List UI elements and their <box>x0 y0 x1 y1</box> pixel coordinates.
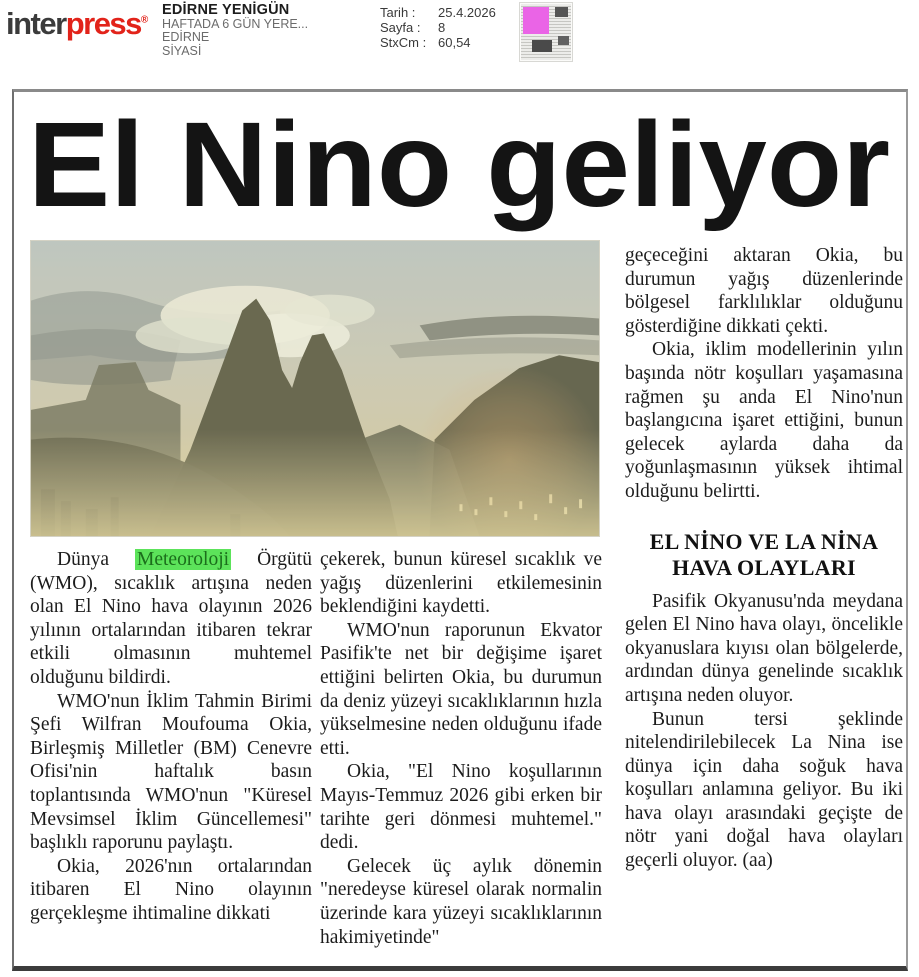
article-paragraph: Pasifik Okyanusu'nda meydana gelen El Nino hava olayı, öncelikle okyanuslara kıyısı olan bölgelerde, ardından dünya genelinde sıcaklık artışına neden oluyor. <box>625 590 903 706</box>
meta-row-stxcm <box>380 35 496 50</box>
logo-inter: inter <box>6 6 66 41</box>
paragraph-text: Örgütü (WMO), sıcaklık artışına neden olan El Nino hava olayının 2026 yılının ortalarından itibaren tekrar etkili olmasının muhtemel olduğunu bildirdi. <box>30 549 312 688</box>
article-box <box>12 89 908 971</box>
meta-label-date: Tarih : <box>380 5 416 20</box>
meta-label-page: Sayfa : <box>380 20 421 35</box>
article-column-3 <box>625 244 903 873</box>
thumbnail-photo-block <box>558 36 569 45</box>
article-paragraph: Okia, "El Nino koşullarının Mayıs-Temmuz 2026 gibi erken bir tarihte geri dönmesi muhtemel." dedi. <box>320 761 602 854</box>
meta-label-stxcm: StxCm : <box>380 35 427 50</box>
article-paragraph: çekerek, bunun küresel sıcaklık ve yağış düzenlerini etkilemesinin beklendiğini kaydetti. <box>320 549 602 618</box>
publication-info <box>162 4 308 58</box>
clipping-header <box>0 0 919 82</box>
meta-value-stxcm: 60,54 <box>438 35 471 50</box>
subheading-line: HAVA OLAYLARI <box>672 554 856 580</box>
publication-name: EDİRNE YENİGÜN <box>162 2 290 18</box>
article-column-2 <box>320 548 602 949</box>
thumbnail-article-marker <box>523 7 549 34</box>
article-photo <box>30 240 600 537</box>
interpress-logo <box>6 8 148 39</box>
headline-svg <box>28 98 894 232</box>
article-paragraph: WMO'nun raporunun Ekvator Pasifik'te net bir değişime işaret ettiğini belirten Okia, bu durumun da deniz yüzeyi sıcaklıklarının hızla yükselmesine neden olduğunu ifade etti. <box>320 619 602 759</box>
article-paragraph: WMO'nun İklim Tahmin Birimi Şefi Wilfran Moufouma Okia, Birleşmiş Milletler (BM) Cenevre Ofisi'nin haftalık basın toplantısında WMO'nun "Küresel Mevsimsel İklim Güncellemesi" başlıklı raporunu paylaştı. <box>30 690 312 854</box>
headline-text: El Nino geliyor <box>28 98 890 232</box>
publication-city: EDİRNE <box>162 30 210 44</box>
mountain-sunset-illustration <box>31 241 599 536</box>
meta-value-date: 25.4.2026 <box>438 5 496 20</box>
registered-mark: ® <box>140 14 149 26</box>
meta-row-date <box>380 5 496 20</box>
logo-press: press <box>65 6 141 41</box>
publication-frequency: HAFTADA 6 GÜN YERE... <box>162 16 309 31</box>
article-paragraph: Bunun tersi şeklinde nitelendirilebilecek La Nina ise dünya için daha soğuk hava koşulları anlamına geliyor. Bu iki hava olayı arasındaki geçişte de nötr yani doğal hava olayları geçerli oluyor. (aa) <box>625 708 903 872</box>
article-paragraph: Okia, iklim modellerinin yılın başında nötr koşulları yaşamasına rağmen şu anda El Nino'nun başlangıcına işaret ettiğini, bunun gelecek aylarda daha da yoğunlaşmasının yüksek ihtimal olduğunu belirtti. <box>625 339 903 502</box>
article-column-1 <box>30 548 312 926</box>
thumbnail-photo-block <box>555 7 568 17</box>
meta-row-page <box>380 20 496 35</box>
article-paragraph: Okia, 2026'nın ortalarından itibaren El Nino olayının gerçekleşme ihtimaline dikkati <box>30 855 312 924</box>
publication-category: SİYASİ <box>162 43 202 58</box>
paragraph-text: Dünya <box>57 549 135 570</box>
article-content <box>30 240 906 962</box>
article-subheading <box>625 529 903 581</box>
article-paragraph: Gelecek üç aylık dönemin "neredeyse küresel olarak normalin üzerinde kara yüzeyi sıcaklıklarının hakimiyetinde" <box>320 855 602 948</box>
article-paragraph <box>30 548 312 690</box>
meta-value-page: 8 <box>438 20 446 35</box>
article-headline <box>28 98 894 232</box>
highlighted-keyword: Meteoroloji <box>137 549 230 570</box>
article-paragraph: geçeceğini aktaran Okia, bu durumun yağış düzenlerinde bölgesel farklılıklar olduğunu gösterdiğine dikkati çekti. <box>625 245 903 337</box>
subheading-line: EL NİNO VE LA NİNA <box>649 528 879 554</box>
clipping-meta <box>380 5 496 50</box>
thumbnail-photo-block <box>532 40 552 52</box>
page-thumbnail[interactable] <box>519 2 573 62</box>
